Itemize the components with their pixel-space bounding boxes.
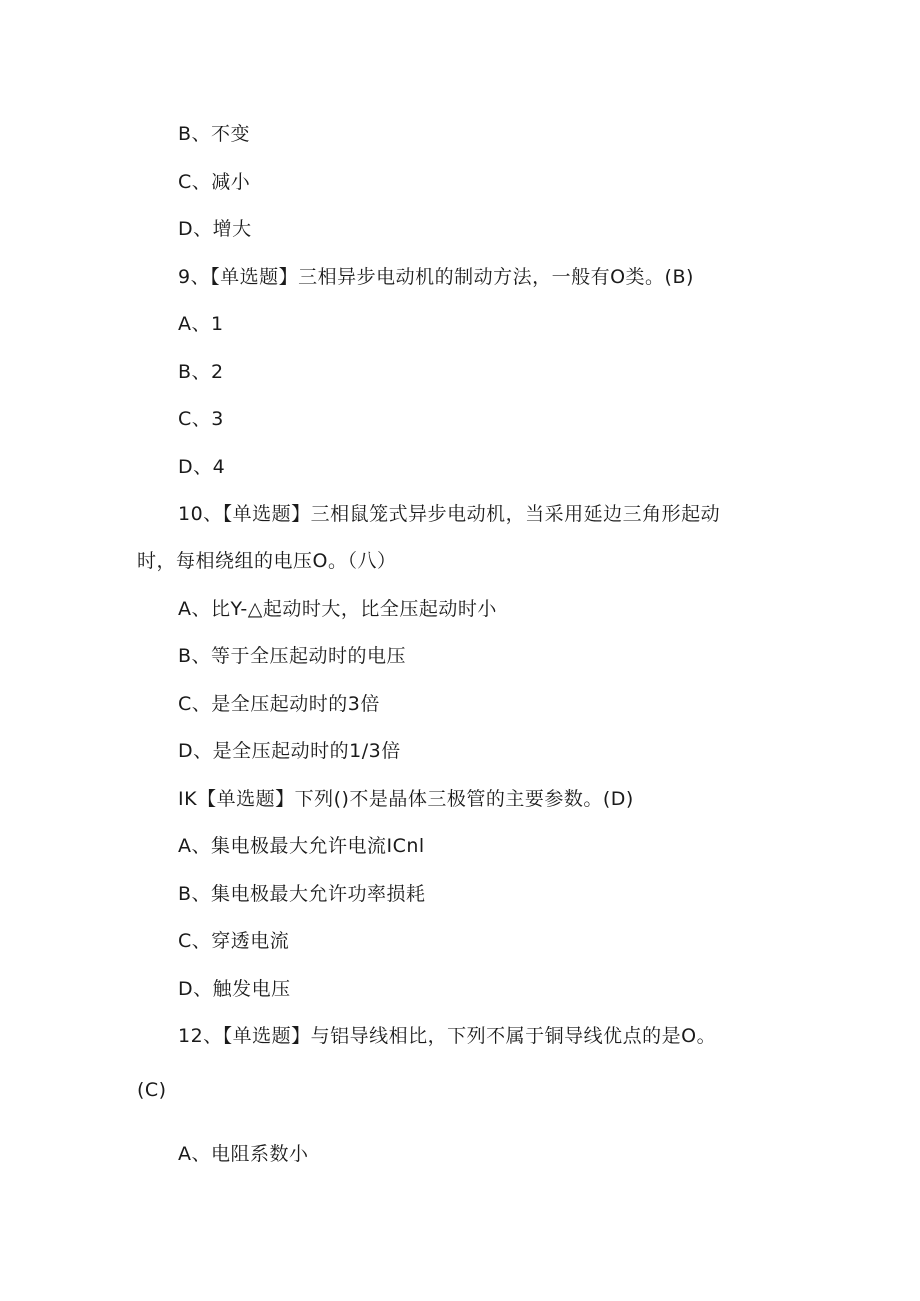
option-a-q9: A、1 [178,313,224,335]
option-b-q11: B、集电极最大允许功率损耗 [178,883,426,905]
question-9: 9、【单选题】三相异步电动机的制动方法，一般有O类。(B) [178,266,694,288]
question-10-continued: 时，每相绕组的电压O。（八） [137,550,397,572]
option-d-q8: D、增大 [178,218,252,240]
option-d-q10: D、是全压起动时的1/3倍 [178,740,401,762]
option-c-q10: C、是全压起动时的3倍 [178,693,380,715]
option-d-q9: D、4 [178,456,226,478]
option-b-q10: B、等于全压起动时的电压 [178,645,407,667]
question-10: 10、【单选题】三相鼠笼式异步电动机，当采用延边三角形起动 [178,503,721,525]
question-12: 12、【单选题】与铝导线相比，下列不属于铜导线优点的是O。 [178,1025,717,1047]
option-c-q11: C、穿透电流 [178,930,290,952]
option-d-q11: D、触发电压 [178,978,291,1000]
option-a-q11: A、集电极最大允许电流ICnl [178,835,425,857]
option-b-q9: B、2 [178,361,224,383]
question-12-answer: (C) [137,1079,167,1101]
option-c-q8: C、减小 [178,171,251,193]
question-11: IK【单选题】下列()不是晶体三极管的主要参数。(D) [178,788,634,810]
option-b-q8: B、不变 [178,123,251,145]
option-a-q12: A、电阻系数小 [178,1143,309,1165]
option-a-q10: A、比Y-△起动时大，比全压起动时小 [178,598,497,620]
option-c-q9: C、3 [178,408,224,430]
